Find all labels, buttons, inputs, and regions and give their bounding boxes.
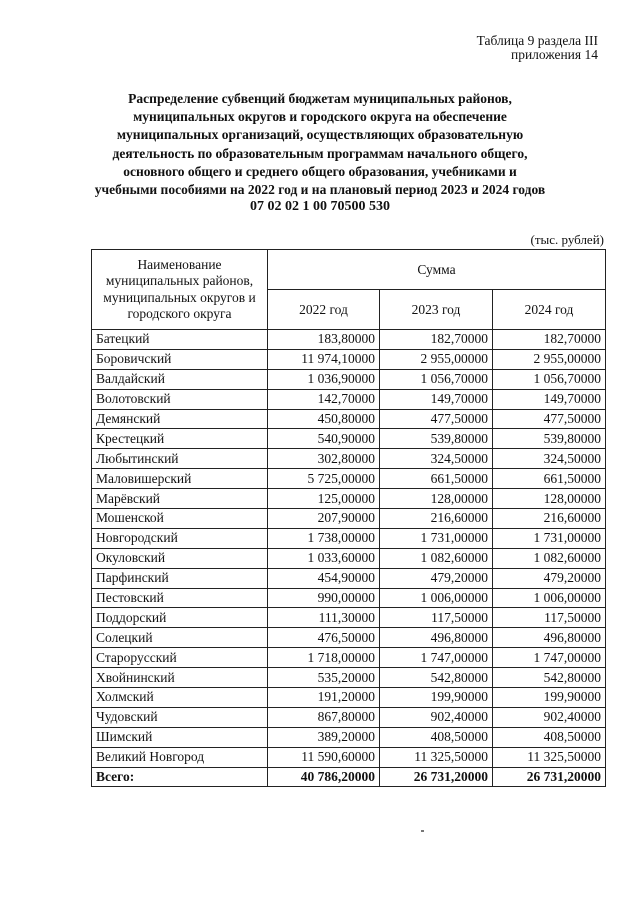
cell-2023: 902,40000 [380,707,493,727]
cell-2024: 1 747,00000 [493,648,606,668]
table-reference [477,34,598,62]
table-row [92,628,606,648]
cell-2022: 142,70000 [268,389,380,409]
document-title [70,90,570,199]
table-row [92,528,606,548]
table-row [92,389,606,409]
table-row [92,727,606,747]
cell-2024: 408,50000 [493,727,606,747]
table-row [92,608,606,628]
title-line: основного общего и среднего общего образования, учебниками и [123,163,517,179]
title-line: муниципальных организаций, осуществляющих образовательную [116,127,524,143]
table-row [92,489,606,509]
table-row [92,548,606,568]
cell-2024: 479,20000 [493,568,606,588]
cell-2024: 149,70000 [493,389,606,409]
cell-2023: 149,70000 [380,389,493,409]
table-row [92,409,606,429]
cell-2023: 182,70000 [380,330,493,350]
cell-2023: 1 056,70000 [380,369,493,389]
cell-2022: 11 974,10000 [268,349,380,369]
cell-municipality: Чудовский [92,707,268,727]
cell-2024: 1 056,70000 [493,369,606,389]
cell-2023: 199,90000 [380,688,493,708]
cell-2023: 128,00000 [380,489,493,509]
cell-2024: 1 006,00000 [493,588,606,608]
cell-2023: 408,50000 [380,727,493,747]
cell-municipality: Старорусский [92,648,268,668]
cell-2024: 117,50000 [493,608,606,628]
title-line: учебными пособиями на 2022 год и на плановый период 2023 и 2024 годов [94,182,546,198]
cell-2022: 867,80000 [268,707,380,727]
cell-2022: 454,90000 [268,568,380,588]
table-reference-line2: приложения 14 [510,47,598,62]
cell-2023: 1 006,00000 [380,588,493,608]
table-row [92,588,606,608]
cell-2024: 661,50000 [493,469,606,489]
cell-municipality: Маловишерский [92,469,268,489]
units-label: (тыс. рублей) [530,232,604,247]
cell-2022: 183,80000 [268,330,380,350]
cell-2022: 40 786,20000 [268,767,380,787]
cell-municipality: Великий Новгород [92,747,268,767]
cell-2023: 496,80000 [380,628,493,648]
cell-2024: 539,80000 [493,429,606,449]
total-row [92,767,606,787]
table-row [92,429,606,449]
cell-2022: 476,50000 [268,628,380,648]
cell-2024: 2 955,00000 [493,349,606,369]
cell-2022: 540,90000 [268,429,380,449]
cell-2022: 1 718,00000 [268,648,380,668]
cell-2024: 324,50000 [493,449,606,469]
cell-2023: 11 325,50000 [380,747,493,767]
cell-2024: 902,40000 [493,707,606,727]
table-row [92,688,606,708]
table-row [92,747,606,767]
cell-municipality: Поддорский [92,608,268,628]
cell-2022: 1 036,90000 [268,369,380,389]
header-row [92,250,606,290]
cell-2023: 117,50000 [380,608,493,628]
cell-2024: 496,80000 [493,628,606,648]
cell-2023: 661,50000 [380,469,493,489]
table-row [92,349,606,369]
cell-municipality: Новгородский [92,528,268,548]
table-row [92,648,606,668]
cell-2022: 191,20000 [268,688,380,708]
cell-2024: 216,60000 [493,509,606,529]
header-municipality: Наименование муниципальных районов, муниципальных округов и городского округа [92,250,268,330]
cell-municipality: Валдайский [92,369,268,389]
cell-2022: 1 738,00000 [268,528,380,548]
table-body [92,330,606,787]
title-line: муниципальных округов и городского округа на обеспечение [133,109,507,125]
header-year-2024: 2024 год [493,290,606,330]
header-year-2023: 2023 год [380,290,493,330]
cell-2022: 125,00000 [268,489,380,509]
cell-2023: 542,80000 [380,668,493,688]
cell-2022: 1 033,60000 [268,548,380,568]
cell-2023: 2 955,00000 [380,349,493,369]
cell-2024: 128,00000 [493,489,606,509]
table-row [92,668,606,688]
cell-2022: 990,00000 [268,588,380,608]
cell-2023: 539,80000 [380,429,493,449]
cell-municipality: Солецкий [92,628,268,648]
cell-2023: 477,50000 [380,409,493,429]
cell-2022: 111,30000 [268,608,380,628]
title-line: Распределение субвенций бюджетам муниципальных районов, [128,91,512,106]
cell-2023: 1 082,60000 [380,548,493,568]
table-row [92,509,606,529]
cell-municipality: Боровичский [92,349,268,369]
table-row [92,449,606,469]
cell-2024: 182,70000 [493,330,606,350]
cell-2022: 207,90000 [268,509,380,529]
scan-speck [421,830,424,832]
table-row [92,469,606,489]
cell-municipality: Всего: [92,767,268,787]
cell-2022: 535,20000 [268,668,380,688]
cell-2023: 324,50000 [380,449,493,469]
budget-code: 07 02 02 1 00 70500 530 [250,199,390,214]
cell-2024: 1 731,00000 [493,528,606,548]
cell-2022: 389,20000 [268,727,380,747]
cell-municipality: Марёвский [92,489,268,509]
cell-municipality: Демянский [92,409,268,429]
header-sum: Сумма [268,250,606,290]
cell-2023: 26 731,20000 [380,767,493,787]
cell-2023: 216,60000 [380,509,493,529]
cell-municipality: Шимский [92,727,268,747]
cell-municipality: Волотовский [92,389,268,409]
cell-municipality: Окуловский [92,548,268,568]
subsidy-table [91,249,606,787]
cell-2024: 26 731,20000 [493,767,606,787]
table-reference-line1: Таблица 9 раздела III [476,33,598,48]
cell-municipality: Мошенской [92,509,268,529]
table-row [92,707,606,727]
cell-2022: 302,80000 [268,449,380,469]
table-row [92,369,606,389]
cell-municipality: Холмский [92,688,268,708]
cell-2024: 11 325,50000 [493,747,606,767]
cell-2024: 199,90000 [493,688,606,708]
cell-municipality: Пестовский [92,588,268,608]
cell-municipality: Хвойнинский [92,668,268,688]
cell-2024: 1 082,60000 [493,548,606,568]
cell-2023: 1 731,00000 [380,528,493,548]
cell-municipality: Парфинский [92,568,268,588]
cell-2022: 11 590,60000 [268,747,380,767]
cell-municipality: Крестецкий [92,429,268,449]
cell-2024: 542,80000 [493,668,606,688]
cell-2023: 479,20000 [380,568,493,588]
cell-2022: 450,80000 [268,409,380,429]
table-row [92,330,606,350]
cell-2023: 1 747,00000 [380,648,493,668]
table-row [92,568,606,588]
title-line: деятельность по образовательным программам начального общего, [112,145,528,161]
cell-municipality: Любытинский [92,449,268,469]
cell-2022: 5 725,00000 [268,469,380,489]
header-year-2022: 2022 год [268,290,380,330]
cell-municipality: Батецкий [92,330,268,350]
cell-2024: 477,50000 [493,409,606,429]
